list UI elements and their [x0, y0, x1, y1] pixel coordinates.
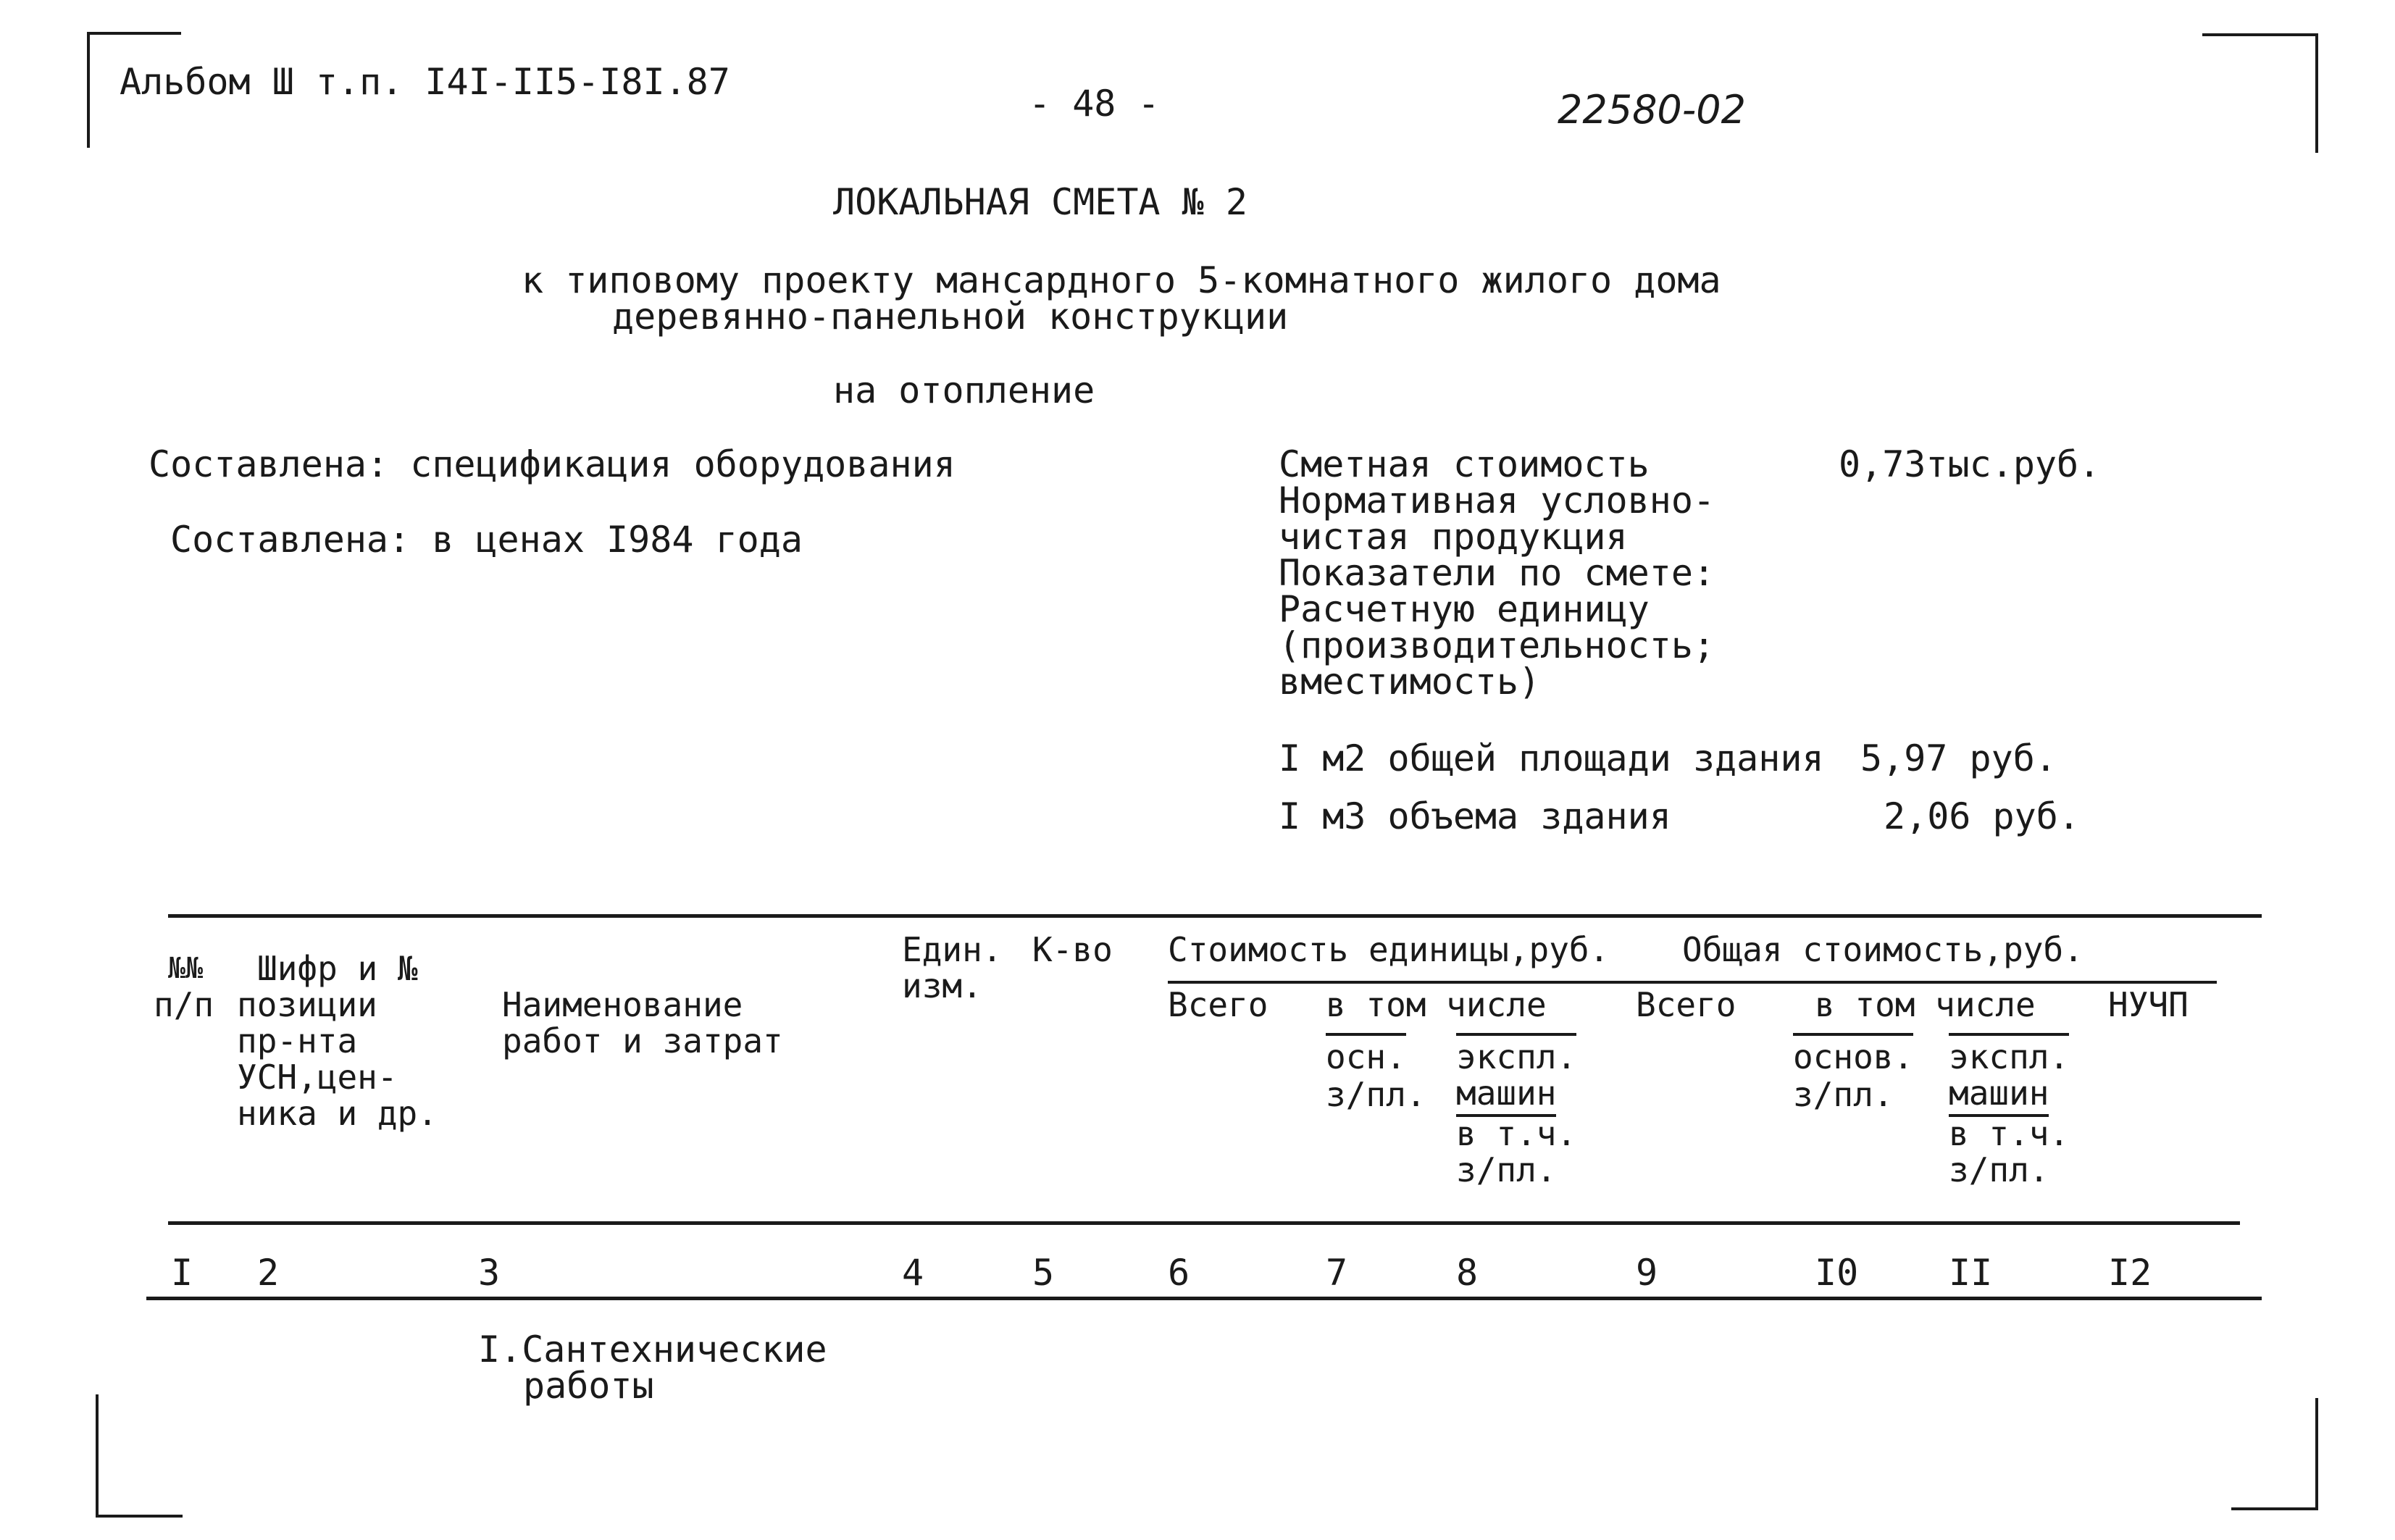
- composed-prices: Составлена: в ценах I984 года: [170, 519, 803, 561]
- unit-total-header: Всего: [1168, 985, 1268, 1024]
- col7-basic-wage-a-text: осн.: [1326, 1033, 1406, 1076]
- frame-mark-top-left-horizontal: [87, 32, 181, 35]
- col-code-header-b: позиции: [237, 985, 377, 1024]
- col11-machines-d: з/пл.: [1949, 1150, 2049, 1189]
- document-subtitle-line2: деревянно-панельной конструкции: [612, 296, 1289, 338]
- column-number-4: 4: [902, 1252, 924, 1294]
- document-code: 22580-02: [1558, 87, 1746, 133]
- col7-basic-wage-b: з/пл.: [1326, 1075, 1426, 1114]
- col8-machines-a-text: экспл.: [1456, 1033, 1576, 1076]
- col-name-header-a: Наименование: [502, 985, 743, 1024]
- frame-mark-bottom-right-horizontal: [2231, 1507, 2318, 1510]
- column-number-9: 9: [1636, 1252, 1658, 1294]
- col8-machines-b: [1456, 1075, 1556, 1111]
- col-code-header-d: УСН,цен-: [237, 1058, 398, 1097]
- area-label: I м2 общей площади здания: [1279, 737, 1824, 779]
- column-number-8: 8: [1456, 1252, 1479, 1294]
- frame-mark-bottom-left-horizontal: [96, 1515, 183, 1518]
- overall-total-header: Всего: [1636, 985, 1736, 1024]
- composed-basis: Составлена: спецификация оборудования: [149, 443, 956, 485]
- col8-machines-d: з/пл.: [1456, 1150, 1557, 1189]
- col10-basic-wage-a: [1793, 1039, 1913, 1075]
- cost-value: 0,73тыс.руб.: [1839, 443, 2101, 485]
- document-subtitle-line3: на отопление: [833, 369, 1095, 411]
- overall-including-header: в том числе: [1815, 985, 2036, 1024]
- numbers-bottom-rule: [146, 1297, 2262, 1300]
- column-number-3: 3: [478, 1252, 501, 1294]
- frame-mark-top-right-vertical: [2315, 33, 2318, 153]
- col-code-header-e: ника и др.: [237, 1094, 438, 1133]
- col-name-header-b: работ и затрат: [502, 1021, 783, 1060]
- col11-machines-c: в т.ч.: [1949, 1114, 2070, 1153]
- col-number-header-a: №№: [168, 952, 204, 985]
- area-value: 5,97 руб.: [1860, 737, 2057, 779]
- unit-line2: (производительность;: [1279, 624, 1715, 666]
- nuchp-header: НУЧП: [2108, 985, 2189, 1024]
- section-heading-line2: работы: [523, 1365, 654, 1407]
- col11-machines-a-text: экспл.: [1949, 1033, 2069, 1076]
- column-number-5: 5: [1032, 1252, 1055, 1294]
- unit-line1: Расчетную единицу: [1279, 588, 1650, 630]
- col11-machines-a: [1949, 1039, 2069, 1075]
- unit-line3: вместимость): [1279, 661, 1541, 703]
- page-number: - 48 -: [1029, 83, 1160, 125]
- header-bottom-rule: [168, 1221, 2240, 1225]
- col10-basic-wage-b: з/пл.: [1793, 1075, 1894, 1114]
- column-number-1: I: [171, 1252, 193, 1294]
- col11-machines-b: [1949, 1075, 2049, 1111]
- column-number-2: 2: [257, 1252, 280, 1294]
- total-cost-header: Общая стоимость,руб.: [1682, 930, 2083, 969]
- col8-machines-c: в т.ч.: [1456, 1114, 1577, 1153]
- col-quantity-header: К-во: [1032, 930, 1113, 969]
- col11-machines-b-text: машин: [1949, 1074, 2049, 1117]
- unit-including-header: в том числе: [1326, 985, 1547, 1024]
- col-code-header-a: Шифр и №: [257, 949, 418, 988]
- col-number-header-b: п/п: [154, 985, 214, 1024]
- col7-basic-wage-a: [1326, 1039, 1406, 1075]
- col10-basic-wage-a-text: основ.: [1793, 1033, 1913, 1076]
- section-heading-line1: I.Сантехнические: [478, 1328, 827, 1370]
- column-number-10: I0: [1815, 1252, 1859, 1294]
- normative-line1: Нормативная условно-: [1279, 480, 1715, 522]
- col-code-header-c: пр-нта: [237, 1021, 358, 1060]
- document-title: ЛОКАЛЬНАЯ СМЕТА № 2: [833, 181, 1247, 223]
- col8-machines-b-text: машин: [1456, 1074, 1556, 1117]
- volume-value: 2,06 руб.: [1884, 795, 2080, 837]
- unit-cost-underline: [1168, 981, 2217, 984]
- frame-mark-top-left-vertical: [87, 32, 90, 148]
- cost-label: Сметная стоимость: [1279, 443, 1650, 485]
- column-number-6: 6: [1168, 1252, 1190, 1294]
- column-number-7: 7: [1326, 1252, 1348, 1294]
- unit-cost-header: Стоимость единицы,руб.: [1168, 930, 1610, 969]
- table-top-rule: [168, 914, 2262, 918]
- frame-mark-top-right-horizontal: [2202, 33, 2318, 36]
- frame-mark-bottom-right-vertical: [2315, 1398, 2318, 1510]
- col-unit-header-b: изм.: [902, 966, 982, 1005]
- album-reference: Альбом Ш т.п. I4I-II5-I8I.87: [120, 61, 730, 103]
- volume-label: I м3 объема здания: [1279, 795, 1671, 837]
- normative-line2: чистая продукция: [1279, 516, 1628, 558]
- indicators-label: Показатели по смете:: [1279, 552, 1715, 594]
- col-unit-header-a: Един.: [902, 930, 1003, 969]
- document-subtitle-line1: к типовому проекту мансардного 5-комнатного жилого дома: [522, 259, 1721, 301]
- col8-machines-a: [1456, 1039, 1576, 1075]
- frame-mark-bottom-left-vertical: [96, 1394, 99, 1518]
- column-number-11: II: [1949, 1252, 1993, 1294]
- column-number-12: I2: [2108, 1252, 2152, 1294]
